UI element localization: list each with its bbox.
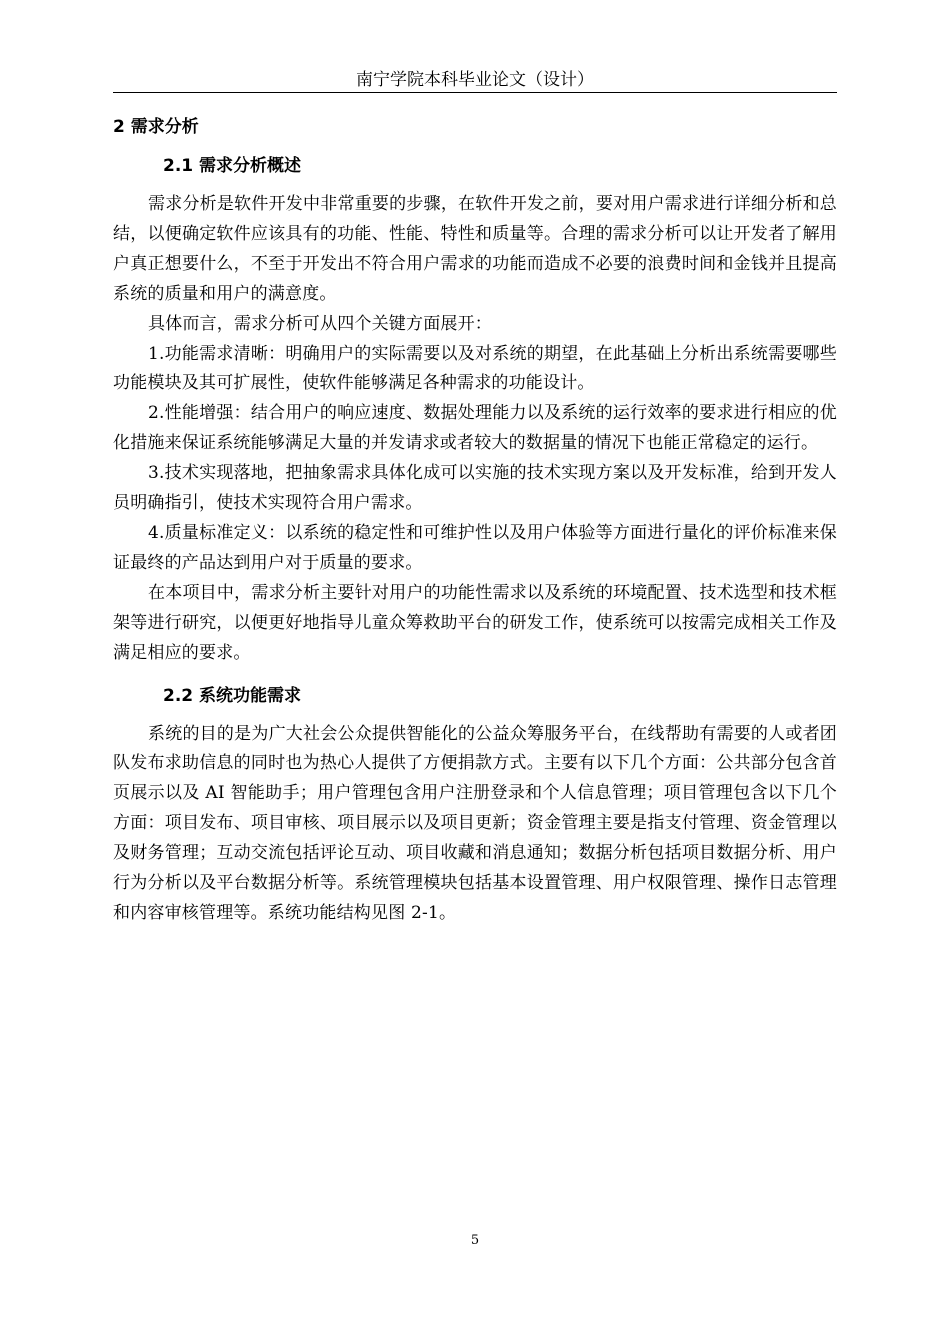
paragraph: 在本项目中，需求分析主要针对用户的功能性需求以及系统的环境配置、技术选型和技术框架等进行研究，以便更好地指导儿童众筹救助平台的研发工作，使系统可以按需完成相关工作及满足相应的要求。 (113, 582, 837, 663)
page-body (113, 112, 837, 929)
list-item-paragraph: 1.功能需求清晰：明确用户的实际需要以及对系统的期望，在此基础上分析出系统需要哪些功能模块及其可扩展性，使软件能够满足各种需求的功能设计。 (113, 343, 837, 394)
header-title: 南宁学院本科毕业论文（设计） (356, 70, 594, 90)
page-header (113, 68, 837, 93)
section-heading-2-2: 2.2 系统功能需求 (163, 685, 302, 706)
paragraph: 需求分析是软件开发中非常重要的步骤，在软件开发之前，要对用户需求进行详细分析和总结，以便确定软件应该具有的功能、性能、特性和质量等。合理的需求分析可以让开发者了解用户真正想要什么，不至于开发出不符合用户需求的功能而造成不必要的浪费时间和金钱并且提高系统的质量和用户的满意度。 (113, 194, 837, 304)
chapter-heading: 2 需求分析 (113, 117, 199, 137)
list-item-paragraph: 3.技术实现落地，把抽象需求具体化成可以实施的技术实现方案以及开发标准，给到开发人员明确指引，使技术实现符合用户需求。 (113, 463, 837, 514)
paragraph: 系统的目的是为广大社会公众提供智能化的公益众筹服务平台，在线帮助有需要的人或者团队发布求助信息的同时也为热心人提供了方便捐款方式。主要有以下几个方面：公共部分包含首页展示以及 AI 智能助手；用户管理包含用户注册登录和个人信息管理；项目管理包含以下几个方面：项目发布、项目审核、项目展示以及项目更新；资金管理主要是指支付管理、资金管理以及财务管理；互动交流包括评论互动、项目收藏和消息通知；数据分析包括项目数据分析、用户行为分析以及平台数据分析等。系统管理模块包括基本设置管理、用户权限管理、操作日志管理和内容审核管理等。系统功能结构见图 2-1。 (113, 723, 837, 923)
page-number: 5 (470, 1233, 480, 1248)
section-heading-2-1: 2.1 需求分析概述 (163, 156, 302, 176)
list-item-paragraph: 2.性能增强：结合用户的响应速度、数据处理能力以及系统的运行效率的要求进行相应的优化措施来保证系统能够满足大量的并发请求或者较大的数据量的情况下也能正常稳定的运行。 (113, 403, 837, 454)
paragraph: 具体而言，需求分析可从四个关键方面展开： (148, 313, 492, 334)
list-item-paragraph: 4.质量标准定义：以系统的稳定性和可维护性以及用户体验等方面进行量化的评价标准来保证最终的产品达到用户对于质量的要求。 (113, 522, 837, 573)
